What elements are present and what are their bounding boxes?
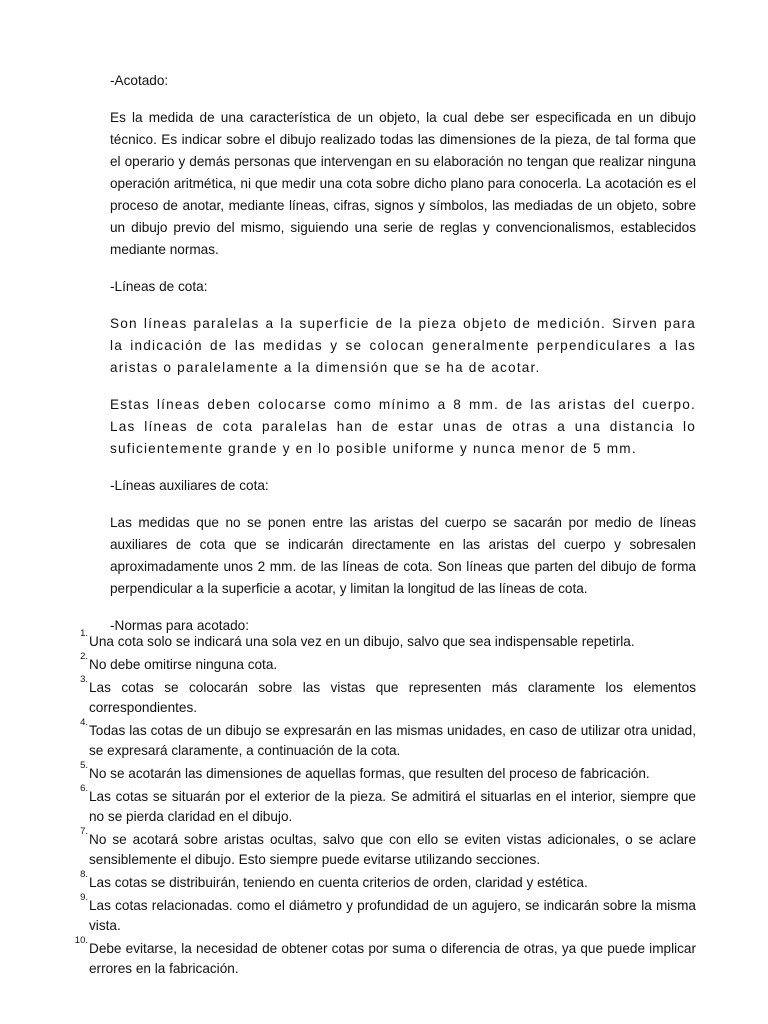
section-heading-lineas-auxiliares: -Líneas auxiliares de cota:: [110, 478, 269, 493]
list-item: [74, 760, 696, 784]
section-heading-lineas-de-cota: -Líneas de cota:: [110, 279, 208, 294]
section-heading-normas: -Normas para acotado:: [110, 618, 250, 633]
list-item-text: Todas las cotas de un dibujo se expresarán en las mismas unidades, en caso de utilizar otra unidad, se expresará claramente, a continuación de la cota.: [89, 723, 696, 758]
norms-list: [74, 628, 696, 979]
list-item-number: 8.: [80, 869, 88, 880]
list-item-number: 6.: [80, 783, 88, 794]
list-item-number: 5.: [80, 760, 88, 771]
list-item-number: 2.: [80, 651, 88, 662]
paragraph-acotado: Es la medida de una característica de un objeto, la cual debe ser especificada en un dibujo técnico. Es indicar sobre el dibujo realizado todas las dimensiones de la pieza, de tal forma que el operario y demás personas que intervengan en su elaboración no tengan que realizar ninguna operación aritmética, ni que medir una cota sobre dicho plano para conocerla. La acotación es el proceso de anotar, mediante líneas, cifras, signos y símbolos, las mediadas de un objeto, sobre un dibujo previo del mismo, siguiendo una serie de reglas y convencionalismos, establecidos mediante normas.: [110, 110, 696, 257]
list-item: [74, 869, 696, 893]
document-body: [110, 70, 696, 652]
list-item: [74, 628, 696, 652]
list-item-number: 3.: [80, 674, 88, 685]
list-item-text: No se acotarán las dimensiones de aquellas formas, que resulten del proceso de fabricación.: [89, 766, 650, 781]
list-item-number: 10.: [74, 935, 88, 946]
list-item-number: 7.: [80, 826, 88, 837]
list-item-text: Las cotas se colocarán sobre las vistas que representen más claramente los elementos correspondientes.: [89, 680, 696, 715]
list-item: [74, 935, 696, 979]
list-item-text: Debe evitarse, la necesidad de obtener cotas por suma o diferencia de otras, ya que puede implicar errores en la fabricación.: [89, 941, 696, 976]
list-item-number: 1.: [80, 628, 88, 639]
norms-list-container: [74, 628, 696, 982]
list-item-text: No se acotará sobre aristas ocultas, salvo que con ello se eviten vistas adicionales, o se aclare sensiblemente el dibujo. Esto siempre puede evitarse utilizando secciones.: [89, 832, 696, 867]
list-item-number: 9.: [80, 892, 88, 903]
list-item: [74, 892, 696, 936]
list-item: [74, 651, 696, 675]
paragraph-lineas-auxiliares: Las medidas que no se ponen entre las aristas del cuerpo se sacarán por medio de líneas auxiliares de cota que se indicarán directamente en las aristas del cuerpo y sobresalen aproximadamente unos 2 mm. de las líneas de cota. Son líneas que parten del dibujo de forma perpendicular a la superficie a acotar, y limitan la longitud de las líneas de cota.: [110, 515, 696, 596]
list-item-text: Una cota solo se indicará una sola vez en un dibujo, salvo que sea indispensable repetirla.: [89, 634, 635, 649]
list-item-text: No debe omitirse ninguna cota.: [89, 657, 278, 672]
list-item: [74, 783, 696, 827]
list-item-text: Las cotas relacionadas. como el diámetro y profundidad de un agujero, se indicarán sobre la misma vista.: [89, 898, 696, 933]
list-item: [74, 826, 696, 870]
paragraph-lineas-de-cota-2: Estas líneas deben colocarse como mínimo a 8 mm. de las aristas del cuerpo. Las líneas de cota paralelas han de estar unas de otras a una distancia lo suficientemente grande y en lo posible uniforme y nunca menor de 5 mm.: [110, 397, 696, 456]
paragraph-lineas-de-cota-1: Son líneas paralelas a la superficie de la pieza objeto de medición. Sirven para la indicación de las medidas y se colocan generalmente perpendiculares a las aristas o paralelamente a la dimensión que se ha de acotar.: [110, 316, 696, 375]
list-item-number: 4.: [80, 717, 88, 728]
list-item: [74, 674, 696, 718]
list-item: [74, 717, 696, 761]
list-item-text: Las cotas se distribuirán, teniendo en cuenta criterios de orden, claridad y estética.: [89, 875, 588, 890]
list-item-text: Las cotas se situarán por el exterior de la pieza. Se admitirá el situarlas en el interior, siempre que no se pierda claridad en el dibujo.: [89, 789, 696, 824]
section-heading-acotado: -Acotado:: [110, 73, 169, 88]
